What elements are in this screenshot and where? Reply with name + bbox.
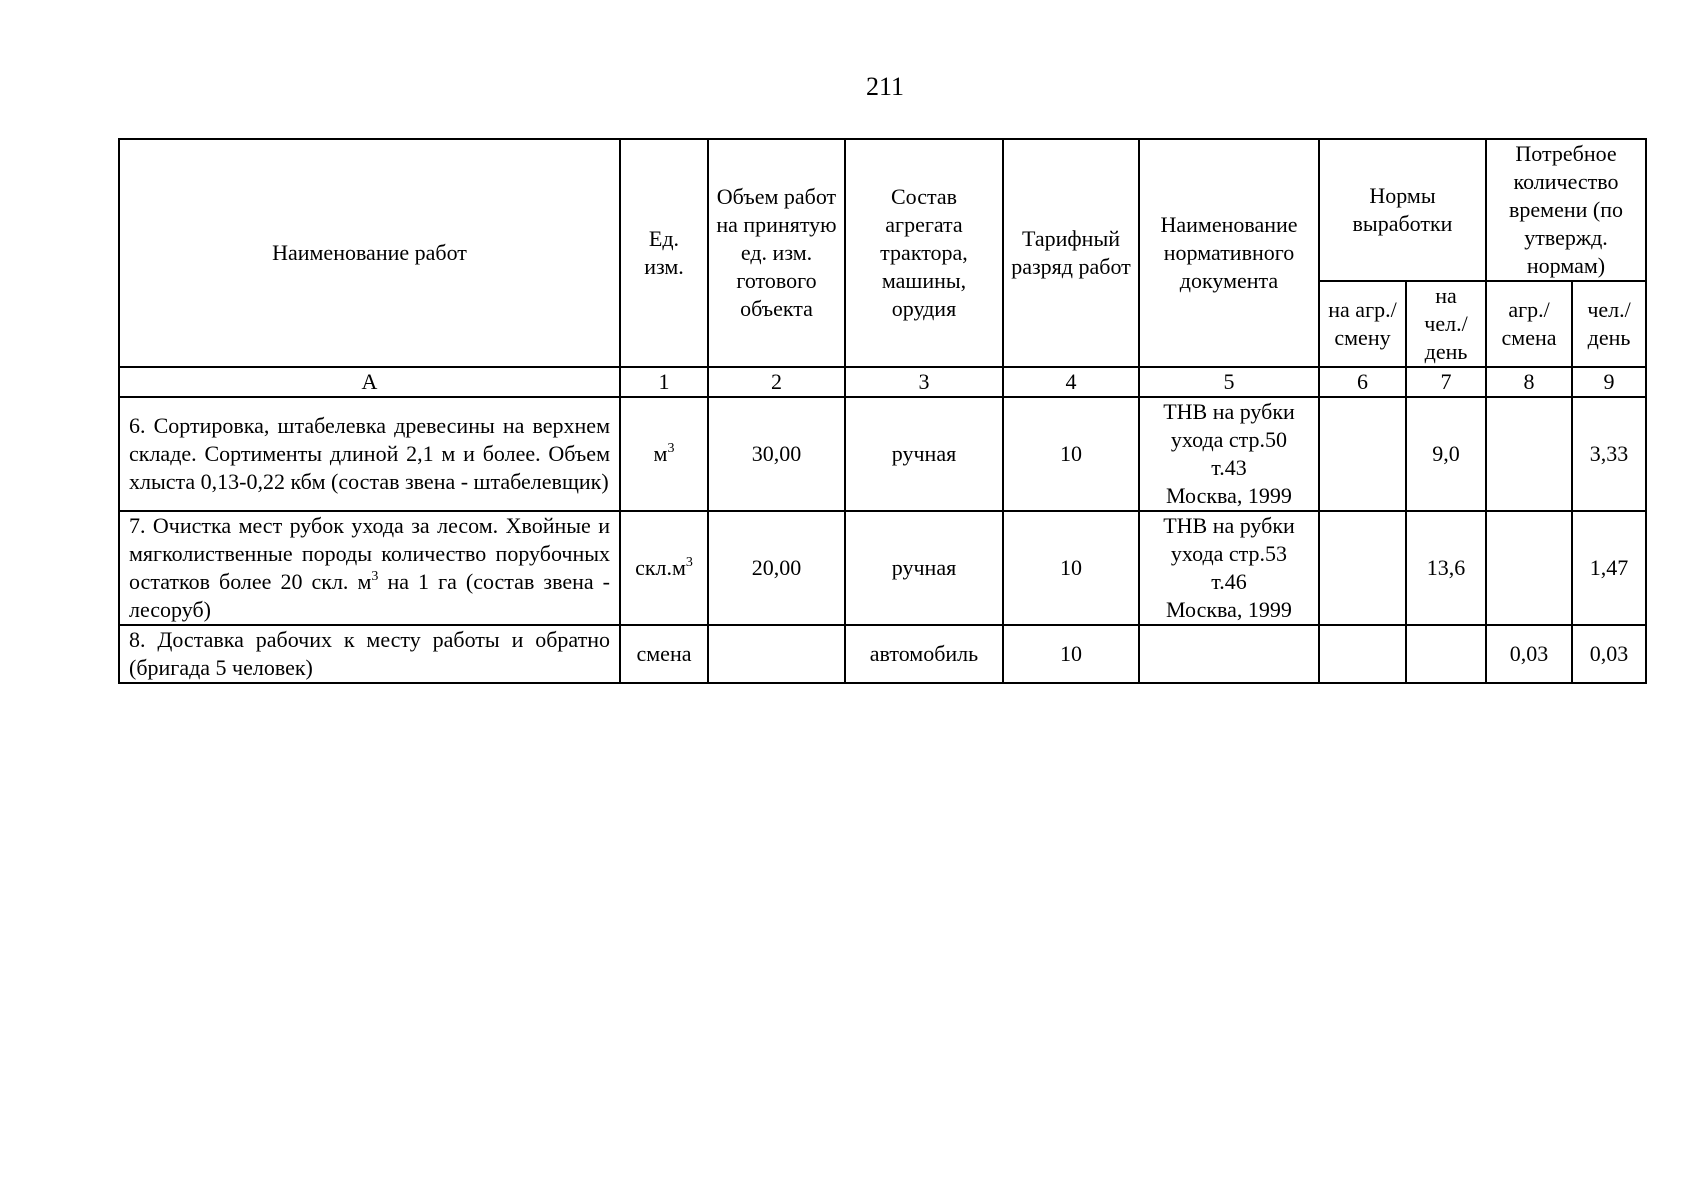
composition-cell: ручная xyxy=(845,397,1003,511)
header-unit: Ед. изм. xyxy=(620,139,708,367)
table-row xyxy=(119,625,1646,683)
column-number: 3 xyxy=(845,367,1003,397)
column-number: 1 xyxy=(620,367,708,397)
unit-cell: смена xyxy=(620,625,708,683)
column-number: 9 xyxy=(1572,367,1646,397)
norm-doc-line: т.43 xyxy=(1211,455,1247,480)
header-norm-doc: Наименование нормативного документа xyxy=(1139,139,1319,367)
column-number: А xyxy=(119,367,620,397)
header-time-agr: агр./ смена xyxy=(1486,281,1572,367)
work-name-cell xyxy=(119,511,620,625)
norm-doc-line: ТНВ на рубки xyxy=(1163,513,1295,538)
header-composition: Состав агрегата трактора, машины, орудия xyxy=(845,139,1003,367)
header-tariff: Тарифный разряд работ xyxy=(1003,139,1139,367)
volume-cell: 20,00 xyxy=(708,511,845,625)
norm-doc-line: Москва, 1999 xyxy=(1166,597,1292,622)
output-person-cell: 9,0 xyxy=(1406,397,1486,511)
header-work-name: Наименование работ xyxy=(119,139,620,367)
column-number-row xyxy=(119,367,1646,397)
tariff-cell: 10 xyxy=(1003,397,1139,511)
output-agr-cell xyxy=(1319,511,1406,625)
header-output-norms: Нормы выработки xyxy=(1319,139,1486,281)
time-agr-cell: 0,03 xyxy=(1486,625,1572,683)
work-name-cell: 6. Сортировка, штабелевка древесины на верхнем складе. Сортименты длиной 2,1 м и более. Объем хлыста 0,13-0,22 кбм (состав звена - штабелевщик) xyxy=(119,397,620,511)
work-norms-table xyxy=(118,138,1647,684)
table-row xyxy=(119,397,1646,511)
output-person-cell xyxy=(1406,625,1486,683)
unit-cell xyxy=(620,397,708,511)
norm-doc-cell xyxy=(1139,511,1319,625)
composition-cell: ручная xyxy=(845,511,1003,625)
tariff-cell: 10 xyxy=(1003,511,1139,625)
norm-doc-cell xyxy=(1139,397,1319,511)
work-name-superscript: 3 xyxy=(371,569,379,584)
page-number: 211 xyxy=(865,72,905,101)
header-output-person: на чел./ день xyxy=(1406,281,1486,367)
norm-doc-line: Москва, 1999 xyxy=(1166,483,1292,508)
unit-text: м xyxy=(653,441,668,466)
column-number: 5 xyxy=(1139,367,1319,397)
time-person-cell: 0,03 xyxy=(1572,625,1646,683)
output-agr-cell xyxy=(1319,625,1406,683)
column-number: 2 xyxy=(708,367,845,397)
work-name-cell: 8. Доставка рабочих к месту работы и обратно (бригада 5 человек) xyxy=(119,625,620,683)
time-agr-cell xyxy=(1486,397,1572,511)
unit-text: скл.м xyxy=(635,555,686,580)
composition-cell: автомобиль xyxy=(845,625,1003,683)
table-row xyxy=(119,511,1646,625)
unit-cell xyxy=(620,511,708,625)
work-name-text: на 1 га (состав звена - лесоруб) xyxy=(129,569,611,622)
time-person-cell: 3,33 xyxy=(1572,397,1646,511)
header-row-top xyxy=(119,139,1646,281)
column-number: 8 xyxy=(1486,367,1572,397)
norm-doc-line: ТНВ на рубки xyxy=(1163,399,1295,424)
column-number: 7 xyxy=(1406,367,1486,397)
work-name-text: 7. Очистка мест рубок ухода за лесом. Хвойные и мягколиственные породы количество порубочных остатков более 20 скл. м xyxy=(129,513,610,594)
output-agr-cell xyxy=(1319,397,1406,511)
volume-cell xyxy=(708,625,845,683)
volume-cell: 30,00 xyxy=(708,397,845,511)
column-number: 4 xyxy=(1003,367,1139,397)
header-volume: Объем работ на принятую ед. изм. готового объекта xyxy=(708,139,845,367)
header-time-person: чел./ день xyxy=(1572,281,1646,367)
tariff-cell: 10 xyxy=(1003,625,1139,683)
unit-superscript: 3 xyxy=(667,441,675,456)
norm-doc-line: ухода стр.50 xyxy=(1170,427,1288,452)
norm-doc-line: т.46 xyxy=(1211,569,1247,594)
header-time-required: Потребное количество времени (по утвержд. нормам) xyxy=(1486,139,1646,281)
header-output-agr: на агр./ смену xyxy=(1319,281,1406,367)
column-number: 6 xyxy=(1319,367,1406,397)
norm-doc-cell xyxy=(1139,625,1319,683)
output-person-cell: 13,6 xyxy=(1406,511,1486,625)
norm-doc-line: ухода стр.53 xyxy=(1170,541,1288,566)
time-person-cell: 1,47 xyxy=(1572,511,1646,625)
unit-superscript: 3 xyxy=(685,555,693,570)
time-agr-cell xyxy=(1486,511,1572,625)
